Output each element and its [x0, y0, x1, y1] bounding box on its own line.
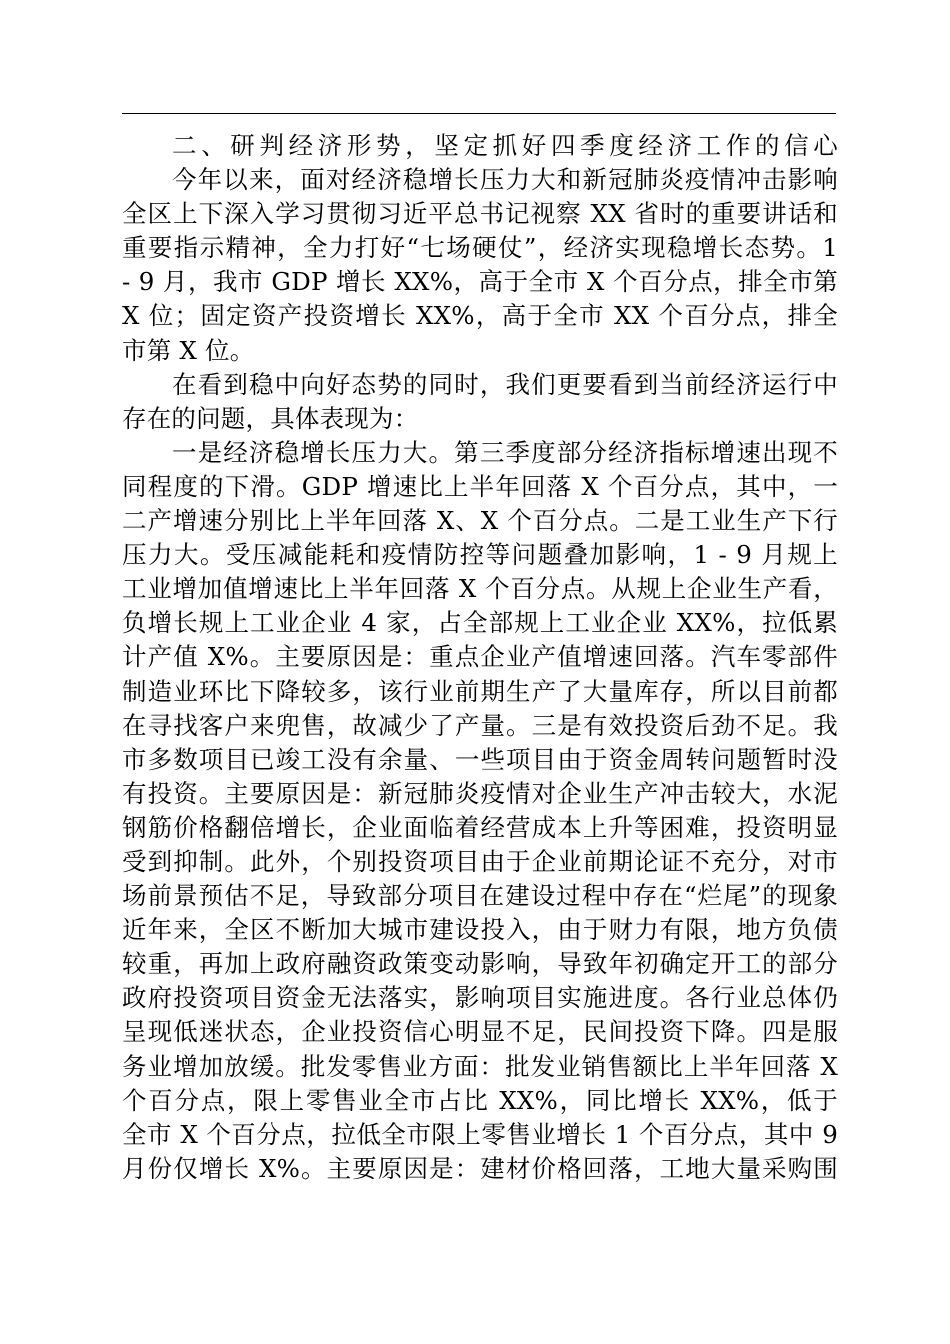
paragraph-line: 市多数项目已竣工没有余量、一些项目由于资金周转问题暂时没	[122, 744, 838, 774]
paragraph-line: 在看到稳中向好态势的同时，我们更要看到当前经济运行中	[172, 369, 838, 399]
paragraph-line: 月份仅增长 X%。主要原因是：建材价格回落，工地大量采购围	[122, 1153, 838, 1183]
paragraph-line: 二产增速分别比上半年回落 X、X 个百分点。二是工业生产下行	[122, 506, 838, 536]
section-heading: 二、研判经济形势，坚定抓好四季度经济工作的信心	[172, 131, 838, 160]
paragraph-line: 较重，再加上政府融资政策变动影响，导致年初确定开工的部分	[122, 949, 838, 979]
paragraph-line: 计产值 X%。主要原因是：重点企业产值增速回落。汽车零部件	[122, 642, 838, 672]
paragraph-line: 政府投资项目资金无法落实，影响项目实施进度。各行业总体仍	[122, 983, 838, 1013]
paragraph-line: 压力大。受压减能耗和疫情防控等问题叠加影响，1 - 9 月规上	[122, 540, 838, 570]
paragraph-line: 钢筋价格翻倍增长，企业面临着经营成本上升等困难，投资明显	[122, 812, 838, 842]
paragraph-line: - 9 月，我市 GDP 增长 XX%，高于全市 X 个百分点，排全市第	[122, 267, 838, 297]
header-rule	[122, 113, 836, 114]
paragraph-line: 场前景预估不足，导致部分项目在建设过程中存在“烂尾”的现象	[122, 881, 838, 911]
paragraph-line: 全区上下深入学习贯彻习近平总书记视察 XX 省时的重要讲话和	[122, 199, 838, 229]
paragraph-line: 有投资。主要原因是：新冠肺炎疫情对企业生产冲击较大，水泥	[122, 778, 838, 808]
paragraph-line: 今年以来，面对经济稳增长压力大和新冠肺炎疫情冲击影响	[172, 165, 838, 195]
paragraph-line: 负增长规上工业企业 4 家，占全部规上工业企业 XX%，拉低累	[122, 608, 838, 638]
paragraph-line: 呈现低迷状态，企业投资信心明显不足，民间投资下降。四是服	[122, 1017, 838, 1047]
paragraph-line: 在寻找客户来兜售，故减少了产量。三是有效投资后劲不足。我	[122, 710, 838, 740]
paragraph-line: 务业增加放缓。批发零售业方面：批发业销售额比上半年回落 X	[122, 1051, 838, 1081]
paragraph-line: 全市 X 个百分点，拉低全市限上零售业增长 1 个百分点，其中 9	[122, 1119, 838, 1149]
paragraph-line: 受到抑制。此外，个别投资项目由于企业前期论证不充分，对市	[122, 846, 838, 876]
paragraph-line: 重要指示精神，全力打好“七场硬仗”，经济实现稳增长态势。1	[122, 233, 838, 263]
paragraph-line: 工业增加值增速比上半年回落 X 个百分点。从规上企业生产看，	[122, 574, 838, 604]
paragraph-line: X 位；固定资产投资增长 XX%，高于全市 XX 个百分点，排全	[122, 301, 838, 331]
paragraph-line: 个百分点，限上零售业全市占比 XX%，同比增长 XX%，低于	[122, 1085, 838, 1115]
document-body	[122, 129, 838, 1186]
paragraph-line: 制造业环比下降较多，该行业前期生产了大量库存，所以目前都	[122, 676, 838, 706]
paragraph-line: 市第 X 位。	[122, 335, 255, 365]
paragraph-line: 同程度的下滑。GDP 增速比上半年回落 X 个百分点，其中，一	[122, 471, 838, 501]
paragraph-line: 存在的问题，具体表现为：	[122, 403, 419, 433]
paragraph-line: 一是经济稳增长压力大。第三季度部分经济指标增速出现不	[172, 437, 838, 467]
paragraph-line: 近年来，全区不断加大城市建设投入，由于财力有限，地方负债	[122, 915, 838, 945]
